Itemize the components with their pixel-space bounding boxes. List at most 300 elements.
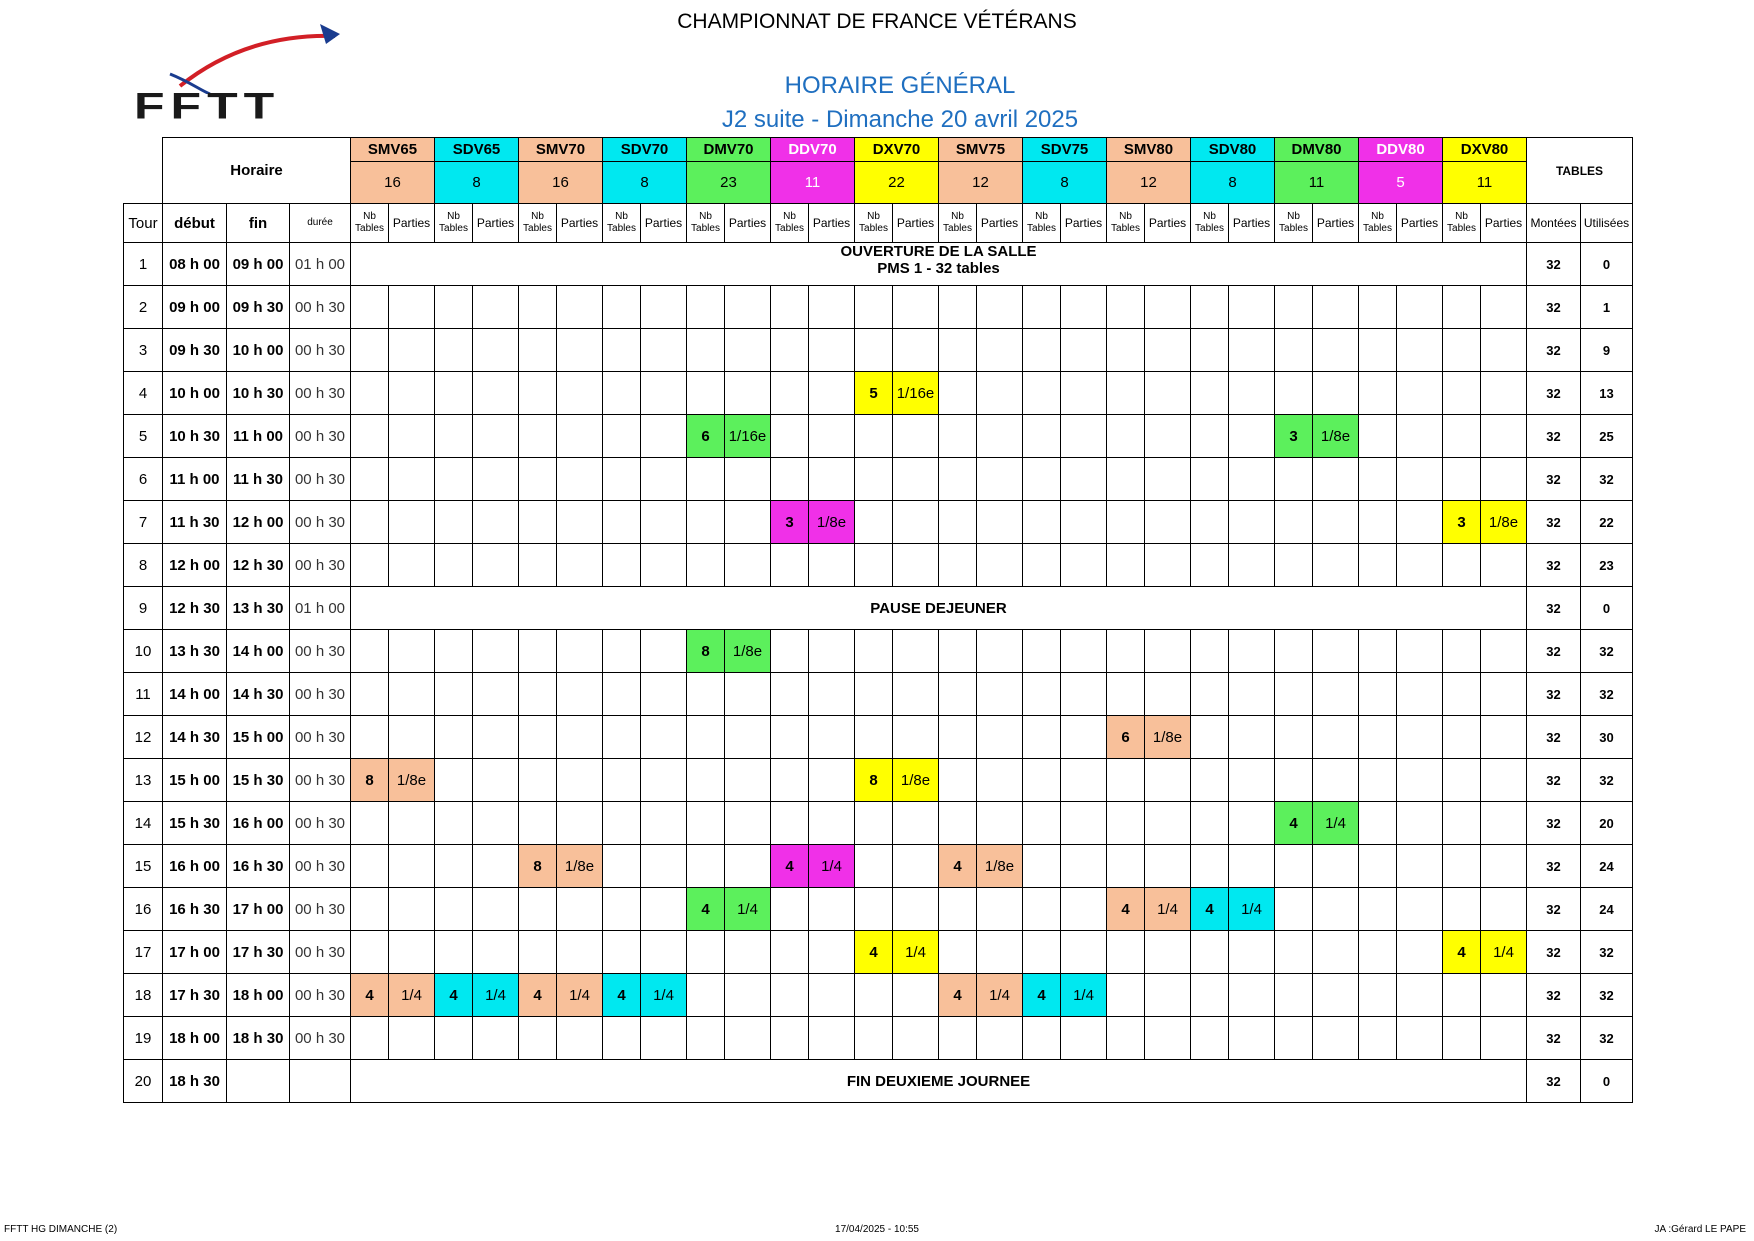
empty-cell <box>977 931 1023 974</box>
empty-cell <box>1191 501 1229 544</box>
empty-cell <box>725 458 771 501</box>
empty-cell <box>1359 1017 1397 1060</box>
debut-cell: 14 h 30 <box>163 716 227 759</box>
empty-cell <box>855 845 893 888</box>
parties-cell: 1/8e <box>557 845 603 888</box>
duree-cell: 00 h 30 <box>290 974 351 1017</box>
empty-cell <box>1313 888 1359 931</box>
empty-cell <box>977 759 1023 802</box>
category-header: DMV70 <box>687 138 771 162</box>
duree-cell: 00 h 30 <box>290 931 351 974</box>
tables-label: Tables <box>1111 223 1140 234</box>
header-utilisees: Utilisées <box>1581 204 1633 243</box>
empty-cell <box>519 372 557 415</box>
tables-label: Tables <box>355 223 384 234</box>
swoosh-icon <box>130 14 350 94</box>
fftt-logo <box>130 14 350 127</box>
empty-cell <box>641 759 687 802</box>
empty-cell <box>809 673 855 716</box>
empty-cell <box>473 759 519 802</box>
header-montees: Montées <box>1527 204 1581 243</box>
nb-label: Nb <box>363 211 376 222</box>
footer-datetime: 17/04/2025 - 10:55 <box>835 1224 919 1235</box>
empty-cell <box>1275 888 1313 931</box>
empty-cell <box>1359 759 1397 802</box>
tour-cell: 10 <box>124 630 163 673</box>
empty-cell <box>1191 845 1229 888</box>
empty-cell <box>603 673 641 716</box>
nb-label: Nb <box>1035 211 1048 222</box>
empty-cell <box>473 329 519 372</box>
empty-cell <box>473 501 519 544</box>
table-row <box>124 286 1633 329</box>
parties-cell: 1/4 <box>893 931 939 974</box>
empty-cell <box>1145 286 1191 329</box>
tour-cell: 17 <box>124 931 163 974</box>
empty-cell <box>1107 329 1145 372</box>
montees-cell: 32 <box>1527 716 1581 759</box>
empty-cell <box>1397 845 1443 888</box>
header-nb-tables <box>1023 204 1061 243</box>
empty-cell <box>557 1017 603 1060</box>
empty-cell <box>603 802 641 845</box>
header-parties: Parties <box>1481 204 1527 243</box>
empty-cell <box>473 716 519 759</box>
empty-cell <box>725 286 771 329</box>
empty-cell <box>641 716 687 759</box>
header-parties: Parties <box>1145 204 1191 243</box>
nb-tables-cell: 8 <box>687 630 725 673</box>
montees-cell: 32 <box>1527 845 1581 888</box>
empty-cell <box>519 673 557 716</box>
category-count: 11 <box>1443 162 1527 204</box>
empty-cell <box>519 888 557 931</box>
empty-cell <box>809 974 855 1017</box>
empty-cell <box>1107 759 1145 802</box>
empty-cell <box>473 458 519 501</box>
category-header: SDV65 <box>435 138 519 162</box>
empty-cell <box>519 802 557 845</box>
empty-cell <box>1443 329 1481 372</box>
category-count: 8 <box>435 162 519 204</box>
duree-cell: 01 h 00 <box>290 587 351 630</box>
utilisees-cell: 32 <box>1581 759 1633 802</box>
duree-cell <box>290 1060 351 1103</box>
category-header: SDV75 <box>1023 138 1107 162</box>
empty-cell <box>1061 802 1107 845</box>
empty-cell <box>1275 544 1313 587</box>
empty-cell <box>1229 802 1275 845</box>
empty-cell <box>1275 759 1313 802</box>
parties-cell: 1/8e <box>1313 415 1359 458</box>
parties-cell: 1/4 <box>557 974 603 1017</box>
empty-cell <box>1397 372 1443 415</box>
table-row <box>124 974 1633 1017</box>
empty-cell <box>389 1017 435 1060</box>
empty-cell <box>1275 1017 1313 1060</box>
empty-cell <box>809 286 855 329</box>
empty-cell <box>1481 673 1527 716</box>
parties-cell: 1/4 <box>641 974 687 1017</box>
empty-cell <box>435 759 473 802</box>
empty-cell <box>1359 372 1397 415</box>
empty-cell <box>809 372 855 415</box>
empty-cell <box>1229 372 1275 415</box>
debut-cell: 11 h 30 <box>163 501 227 544</box>
empty-cell <box>977 286 1023 329</box>
nb-tables-cell: 6 <box>687 415 725 458</box>
empty-cell <box>1359 286 1397 329</box>
empty-cell <box>1107 415 1145 458</box>
empty-cell <box>389 802 435 845</box>
header-fin: fin <box>227 204 290 243</box>
tables-label: Tables <box>859 223 888 234</box>
empty-cell <box>557 544 603 587</box>
debut-cell: 11 h 00 <box>163 458 227 501</box>
empty-cell <box>687 716 725 759</box>
schedule-date: J2 suite - Dimanche 20 avril 2025 <box>721 106 1079 133</box>
debut-cell: 10 h 30 <box>163 415 227 458</box>
category-count: 8 <box>1191 162 1275 204</box>
debut-cell: 08 h 00 <box>163 243 227 286</box>
tour-cell: 1 <box>124 243 163 286</box>
empty-cell <box>1145 802 1191 845</box>
empty-cell <box>1275 845 1313 888</box>
nb-label: Nb <box>531 211 544 222</box>
debut-cell: 17 h 30 <box>163 974 227 1017</box>
empty-cell <box>687 673 725 716</box>
debut-cell: 15 h 30 <box>163 802 227 845</box>
empty-cell <box>1145 759 1191 802</box>
empty-cell <box>641 286 687 329</box>
empty-cell <box>893 1017 939 1060</box>
tables-label: Tables <box>691 223 720 234</box>
parties-cell: 1/4 <box>473 974 519 1017</box>
empty-cell <box>1023 501 1061 544</box>
empty-cell <box>1481 458 1527 501</box>
empty-cell <box>771 759 809 802</box>
empty-cell <box>641 630 687 673</box>
empty-cell <box>473 372 519 415</box>
empty-cell <box>687 458 725 501</box>
empty-cell <box>1023 372 1061 415</box>
empty-cell <box>603 1017 641 1060</box>
empty-cell <box>557 415 603 458</box>
empty-cell <box>809 759 855 802</box>
empty-cell <box>1313 759 1359 802</box>
empty-cell <box>1145 458 1191 501</box>
empty-cell <box>435 931 473 974</box>
empty-cell <box>519 329 557 372</box>
empty-cell <box>1023 931 1061 974</box>
empty-cell <box>809 1017 855 1060</box>
nb-tables-cell: 3 <box>1443 501 1481 544</box>
table-row <box>124 1017 1633 1060</box>
empty-cell <box>519 501 557 544</box>
empty-cell <box>1313 372 1359 415</box>
empty-cell <box>1229 673 1275 716</box>
nb-tables-cell: 4 <box>771 845 809 888</box>
tour-cell: 2 <box>124 286 163 329</box>
empty-cell <box>1191 974 1229 1017</box>
empty-cell <box>519 458 557 501</box>
empty-cell <box>1229 329 1275 372</box>
empty-cell <box>435 888 473 931</box>
nb-tables-cell: 4 <box>519 974 557 1017</box>
empty-cell <box>1397 458 1443 501</box>
utilisees-cell: 9 <box>1581 329 1633 372</box>
debut-cell: 12 h 00 <box>163 544 227 587</box>
empty-cell <box>557 888 603 931</box>
empty-cell <box>1443 759 1481 802</box>
empty-cell <box>1397 1017 1443 1060</box>
empty-cell <box>1275 329 1313 372</box>
nb-tables-cell: 4 <box>1443 931 1481 974</box>
table-row <box>124 716 1633 759</box>
fin-cell: 14 h 00 <box>227 630 290 673</box>
empty-cell <box>389 673 435 716</box>
empty-cell <box>1313 673 1359 716</box>
empty-cell <box>977 329 1023 372</box>
empty-cell <box>855 501 893 544</box>
duree-cell: 00 h 30 <box>290 845 351 888</box>
empty-cell <box>435 501 473 544</box>
empty-cell <box>557 372 603 415</box>
montees-cell: 32 <box>1527 372 1581 415</box>
empty-cell <box>1191 1017 1229 1060</box>
duree-cell: 00 h 30 <box>290 544 351 587</box>
empty-cell <box>351 286 389 329</box>
empty-cell <box>351 544 389 587</box>
empty-cell <box>687 845 725 888</box>
empty-cell <box>351 931 389 974</box>
empty-cell <box>1359 329 1397 372</box>
empty-cell <box>1313 931 1359 974</box>
nb-tables-cell: 4 <box>939 974 977 1017</box>
empty-cell <box>1359 888 1397 931</box>
debut-cell: 14 h 00 <box>163 673 227 716</box>
category-header: SMV80 <box>1107 138 1191 162</box>
empty-cell <box>1191 630 1229 673</box>
nb-label: Nb <box>867 211 880 222</box>
empty-cell <box>977 415 1023 458</box>
empty-cell <box>687 974 725 1017</box>
empty-cell <box>1107 544 1145 587</box>
empty-cell <box>687 501 725 544</box>
empty-cell <box>1023 1017 1061 1060</box>
event-span-cell <box>351 587 1527 630</box>
montees-cell: 32 <box>1527 931 1581 974</box>
duree-cell: 00 h 30 <box>290 372 351 415</box>
empty-cell <box>1481 716 1527 759</box>
empty-cell <box>687 931 725 974</box>
montees-cell: 32 <box>1527 630 1581 673</box>
category-header: DXV70 <box>855 138 939 162</box>
event-label: OUVERTURE DE LA SALLE <box>840 243 1037 260</box>
tour-cell: 8 <box>124 544 163 587</box>
empty-cell <box>1145 544 1191 587</box>
empty-cell <box>1229 931 1275 974</box>
empty-cell <box>1313 458 1359 501</box>
category-count: 16 <box>519 162 603 204</box>
empty-cell <box>519 286 557 329</box>
category-header: SMV75 <box>939 138 1023 162</box>
empty-cell <box>389 415 435 458</box>
duree-cell: 00 h 30 <box>290 329 351 372</box>
fin-cell: 17 h 00 <box>227 888 290 931</box>
category-count: 11 <box>1275 162 1359 204</box>
fin-cell: 18 h 00 <box>227 974 290 1017</box>
empty-cell <box>435 802 473 845</box>
empty-cell <box>1191 372 1229 415</box>
empty-cell <box>1061 673 1107 716</box>
header-parties: Parties <box>1397 204 1443 243</box>
empty-cell <box>389 630 435 673</box>
empty-cell <box>1313 716 1359 759</box>
empty-cell <box>1443 630 1481 673</box>
empty-cell <box>1107 931 1145 974</box>
nb-tables-cell: 8 <box>855 759 893 802</box>
empty-cell <box>603 888 641 931</box>
duree-cell: 00 h 30 <box>290 673 351 716</box>
empty-cell <box>1397 286 1443 329</box>
schedule-title: HORAIRE GÉNÉRAL <box>784 72 1016 99</box>
parties-cell: 1/4 <box>1229 888 1275 931</box>
empty-cell <box>1191 759 1229 802</box>
parties-cell: 1/4 <box>977 974 1023 1017</box>
empty-cell <box>603 286 641 329</box>
empty-cell <box>603 415 641 458</box>
category-header: DDV80 <box>1359 138 1443 162</box>
fin-cell: 15 h 00 <box>227 716 290 759</box>
tour-cell: 4 <box>124 372 163 415</box>
empty-cell <box>1397 759 1443 802</box>
header-debut: début <box>163 204 227 243</box>
empty-cell <box>1061 888 1107 931</box>
empty-cell <box>893 501 939 544</box>
empty-cell <box>557 716 603 759</box>
tour-cell: 7 <box>124 501 163 544</box>
empty-cell <box>809 329 855 372</box>
empty-cell <box>1191 329 1229 372</box>
empty-cell <box>893 845 939 888</box>
parties-cell: 1/4 <box>1145 888 1191 931</box>
empty-cell <box>641 845 687 888</box>
empty-cell <box>1313 501 1359 544</box>
tables-label: Tables <box>1027 223 1056 234</box>
empty-cell <box>855 286 893 329</box>
utilisees-cell: 24 <box>1581 845 1633 888</box>
nb-label: Nb <box>615 211 628 222</box>
empty-cell <box>687 544 725 587</box>
empty-cell <box>939 716 977 759</box>
fin-cell: 18 h 30 <box>227 1017 290 1060</box>
empty-cell <box>771 458 809 501</box>
empty-cell <box>1145 931 1191 974</box>
empty-cell <box>1359 974 1397 1017</box>
empty-cell <box>1313 329 1359 372</box>
empty-cell <box>1107 630 1145 673</box>
fin-cell: 13 h 30 <box>227 587 290 630</box>
table-row <box>124 372 1633 415</box>
empty-cell <box>725 759 771 802</box>
empty-cell <box>725 931 771 974</box>
empty-cell <box>557 931 603 974</box>
empty-cell <box>1359 931 1397 974</box>
empty-cell <box>435 673 473 716</box>
montees-cell: 32 <box>1527 544 1581 587</box>
empty-cell <box>939 630 977 673</box>
duree-cell: 00 h 30 <box>290 802 351 845</box>
tour-cell: 12 <box>124 716 163 759</box>
empty-cell <box>1107 458 1145 501</box>
parties-cell: 1/4 <box>1313 802 1359 845</box>
empty-cell <box>977 1017 1023 1060</box>
parties-cell: 1/4 <box>809 845 855 888</box>
empty-cell <box>687 1017 725 1060</box>
empty-cell <box>977 630 1023 673</box>
empty-cell <box>893 673 939 716</box>
debut-cell: 16 h 00 <box>163 845 227 888</box>
montees-cell: 32 <box>1527 286 1581 329</box>
utilisees-cell: 0 <box>1581 1060 1633 1103</box>
empty-cell <box>1443 888 1481 931</box>
empty-cell <box>1481 759 1527 802</box>
fin-cell: 09 h 00 <box>227 243 290 286</box>
corner-blank <box>124 138 163 204</box>
empty-cell <box>435 544 473 587</box>
empty-cell <box>771 329 809 372</box>
empty-cell <box>893 458 939 501</box>
empty-cell <box>351 372 389 415</box>
category-count: 5 <box>1359 162 1443 204</box>
table-row <box>124 544 1633 587</box>
tables-label: Tables <box>1363 223 1392 234</box>
duree-cell: 00 h 30 <box>290 415 351 458</box>
empty-cell <box>1481 372 1527 415</box>
table-row <box>124 630 1633 673</box>
empty-cell <box>1107 845 1145 888</box>
utilisees-cell: 0 <box>1581 587 1633 630</box>
parties-cell: 1/8e <box>809 501 855 544</box>
empty-cell <box>725 544 771 587</box>
table-row <box>124 802 1633 845</box>
empty-cell <box>1107 1017 1145 1060</box>
empty-cell <box>1359 716 1397 759</box>
utilisees-cell: 23 <box>1581 544 1633 587</box>
empty-cell <box>1229 544 1275 587</box>
empty-cell <box>1191 415 1229 458</box>
montees-cell: 32 <box>1527 501 1581 544</box>
header-nb-tables <box>855 204 893 243</box>
parties-cell: 1/8e <box>725 630 771 673</box>
montees-cell: 32 <box>1527 1060 1581 1103</box>
empty-cell <box>557 673 603 716</box>
empty-cell <box>1359 630 1397 673</box>
empty-cell <box>351 329 389 372</box>
empty-cell <box>1313 630 1359 673</box>
empty-cell <box>725 673 771 716</box>
empty-cell <box>771 673 809 716</box>
empty-cell <box>1107 286 1145 329</box>
empty-cell <box>1061 329 1107 372</box>
empty-cell <box>603 501 641 544</box>
empty-cell <box>351 501 389 544</box>
header-parties: Parties <box>1229 204 1275 243</box>
header-parties: Parties <box>389 204 435 243</box>
empty-cell <box>1443 974 1481 1017</box>
empty-cell <box>473 630 519 673</box>
